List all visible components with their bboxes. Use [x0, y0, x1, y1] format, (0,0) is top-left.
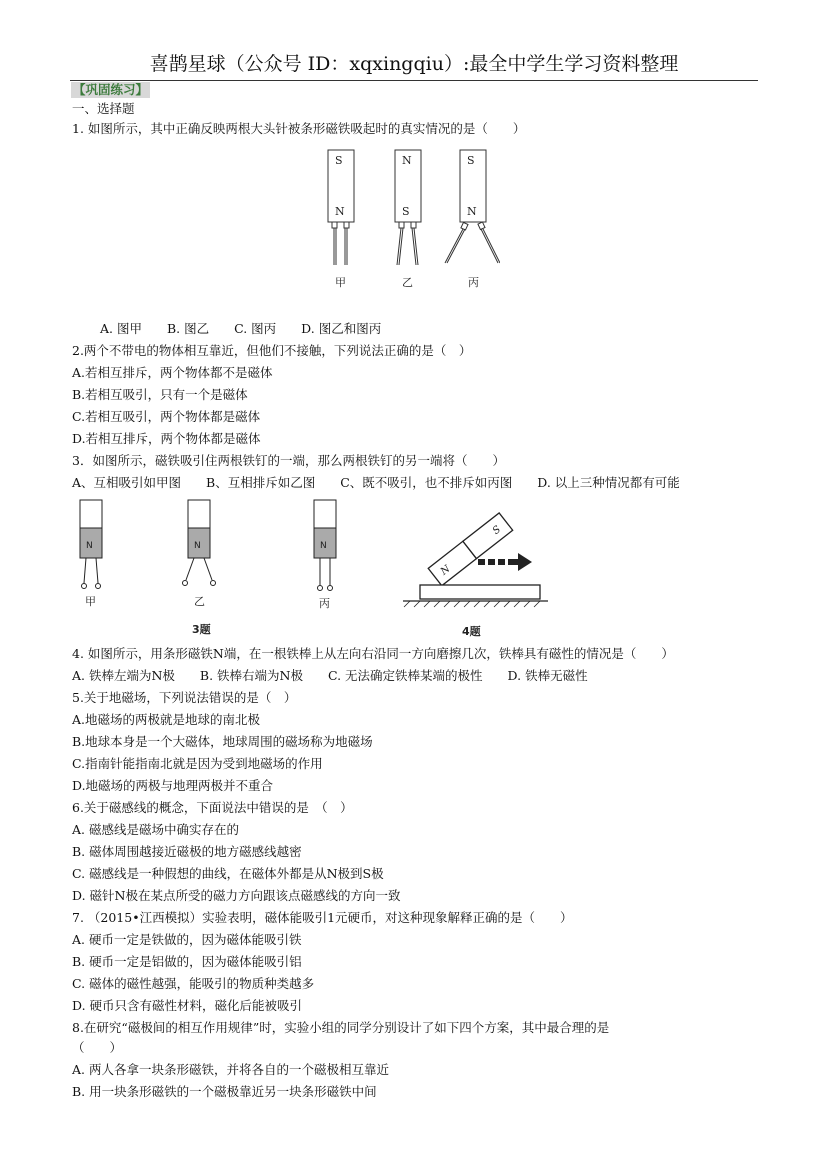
q4-figure-label: 4题	[462, 625, 481, 638]
q1-figure	[320, 145, 500, 295]
q1-magnet-1-top: S	[335, 154, 343, 167]
q8-option-a: A. 两人各拿一块条形磁铁，并将各自的一个磁极相互靠近	[72, 1062, 389, 1077]
section-tag: 【巩固练习】	[73, 82, 149, 97]
q1-magnet-1-bottom: N	[335, 205, 345, 218]
q5-option-d: D.地磁场的两极与地理两极并不重合	[72, 778, 274, 793]
section-heading: 一、选择题	[72, 101, 135, 116]
q7-option-d: D. 硬币只含有磁性材料，磁化后能被吸引	[72, 998, 303, 1013]
q1-caption-2: 乙	[402, 276, 413, 289]
q2-option-d: D.若相互排斥，两个物体都是磁体	[72, 431, 261, 446]
q3-pole-1: N	[86, 541, 93, 551]
q1-magnet-jia	[328, 150, 354, 289]
q8-option-b: B. 用一块条形磁铁的一个磁极靠近另一块条形磁铁中间	[72, 1084, 377, 1099]
q2-option-a: A.若相互排斥，两个物体都不是磁体	[72, 365, 273, 380]
q3-pole-2: N	[194, 541, 201, 551]
q7-stem: 7. （2015•江西模拟）实验表明，磁体能吸引1元硬币，对这种现象解释正确的是（ ）	[72, 910, 573, 925]
q3-caption-3: 丙	[319, 597, 330, 610]
q3-caption-1: 甲	[85, 595, 96, 608]
q3-magnet-bing	[314, 500, 336, 610]
q5-option-a: A.地磁场的两极就是地球的南北极	[72, 712, 261, 727]
q4-figure	[403, 513, 548, 638]
q1-magnet-3-bottom: N	[467, 205, 477, 218]
q7-option-a: A. 硬币一定是铁做的，因为磁体能吸引铁	[72, 932, 302, 947]
q5-option-c: C.指南针能指南北就是因为受到地磁场的作用	[72, 756, 323, 771]
q3-stem: 3．如图所示，磁铁吸引住两根铁钉的一端，那么两根铁钉的另一端将（ ）	[72, 453, 505, 468]
q1-magnet-yi	[395, 150, 421, 289]
q4-options: A. 铁棒左端为N极 B. 铁棒右端为N极 C. 无法确定铁棒某端的极性 D. 铁棒无磁性	[72, 668, 588, 683]
q3-caption-2: 乙	[194, 595, 205, 608]
q3-pole-3: N	[320, 541, 327, 551]
q5-option-b: B.地球本身是一个大磁体，地球周围的磁场称为地磁场	[72, 734, 373, 749]
q6-option-b: B. 磁体周围越接近磁极的地方磁感线越密	[72, 844, 302, 859]
q3-options: A、互相吸引如甲图 B、互相排斥如乙图 C、既不吸引，也不排斥如丙图 D. 以上三种情况都有可能	[72, 475, 680, 490]
q8-stem: 8.在研究“磁极间的相互作用规律”时，实验小组的同学分别设计了如下四个方案，其中最合理的是	[72, 1020, 610, 1035]
q1-caption-1: 甲	[335, 276, 346, 289]
q1-magnet-2-bottom: S	[402, 205, 410, 218]
q4-stem: 4. 如图所示，用条形磁铁N端，在一根铁棒上从左向右沿同一方向磨擦几次，铁棒具有磁性的情况是（ ）	[72, 646, 674, 661]
q4-pole-s: S	[490, 524, 504, 537]
q3-magnet-jia	[80, 500, 102, 608]
q7-option-c: C. 磁体的磁性越强，能吸引的物质种类越多	[72, 976, 315, 991]
q3-magnet-yi	[183, 500, 216, 608]
q3-figure	[70, 495, 550, 645]
q2-stem: 2.两个不带电的物体相互靠近，但他们不接触，下列说法正确的是（ ）	[72, 343, 472, 358]
q6-option-c: C. 磁感线是一种假想的曲线，在磁体外都是从N极到S极	[72, 866, 384, 881]
q1-caption-3: 丙	[468, 276, 479, 289]
q2-option-c: C.若相互吸引，两个物体都是磁体	[72, 409, 261, 424]
q2-option-b: B.若相互吸引，只有一个是磁体	[72, 387, 248, 402]
q1-options: A. 图甲 B. 图乙 C. 图丙 D. 图乙和图丙	[100, 321, 382, 336]
page-header	[70, 50, 758, 81]
q6-option-d: D. 磁针N极在某点所受的磁力方向跟该点磁感线的方向一致	[72, 888, 401, 903]
header-title: 喜鹊星球（公众号 ID：xqxingqiu）:最全中学生学习资料整理	[149, 53, 679, 75]
q6-option-a: A. 磁感线是磁场中确实存在的	[72, 822, 239, 837]
q8-stem-bracket: （ ）	[72, 1040, 123, 1055]
q1-magnet-2-top: N	[402, 154, 412, 167]
q1-magnet-bing	[445, 150, 500, 289]
q6-stem: 6.关于磁感线的概念，下面说法中错误的是 （ ）	[72, 800, 353, 815]
q1-stem: 1. 如图所示，其中正确反映两根大头针被条形磁铁吸起时的真实情况的是（ ）	[72, 121, 526, 136]
q5-stem: 5.关于地磁场，下列说法错误的是（ ）	[72, 690, 297, 705]
q1-magnet-3-top: S	[467, 154, 475, 167]
q7-option-b: B. 硬币一定是铝做的，因为磁体能吸引铝	[72, 954, 302, 969]
q3-figure-label: 3题	[192, 623, 211, 636]
q4-pole-n: N	[438, 563, 453, 578]
